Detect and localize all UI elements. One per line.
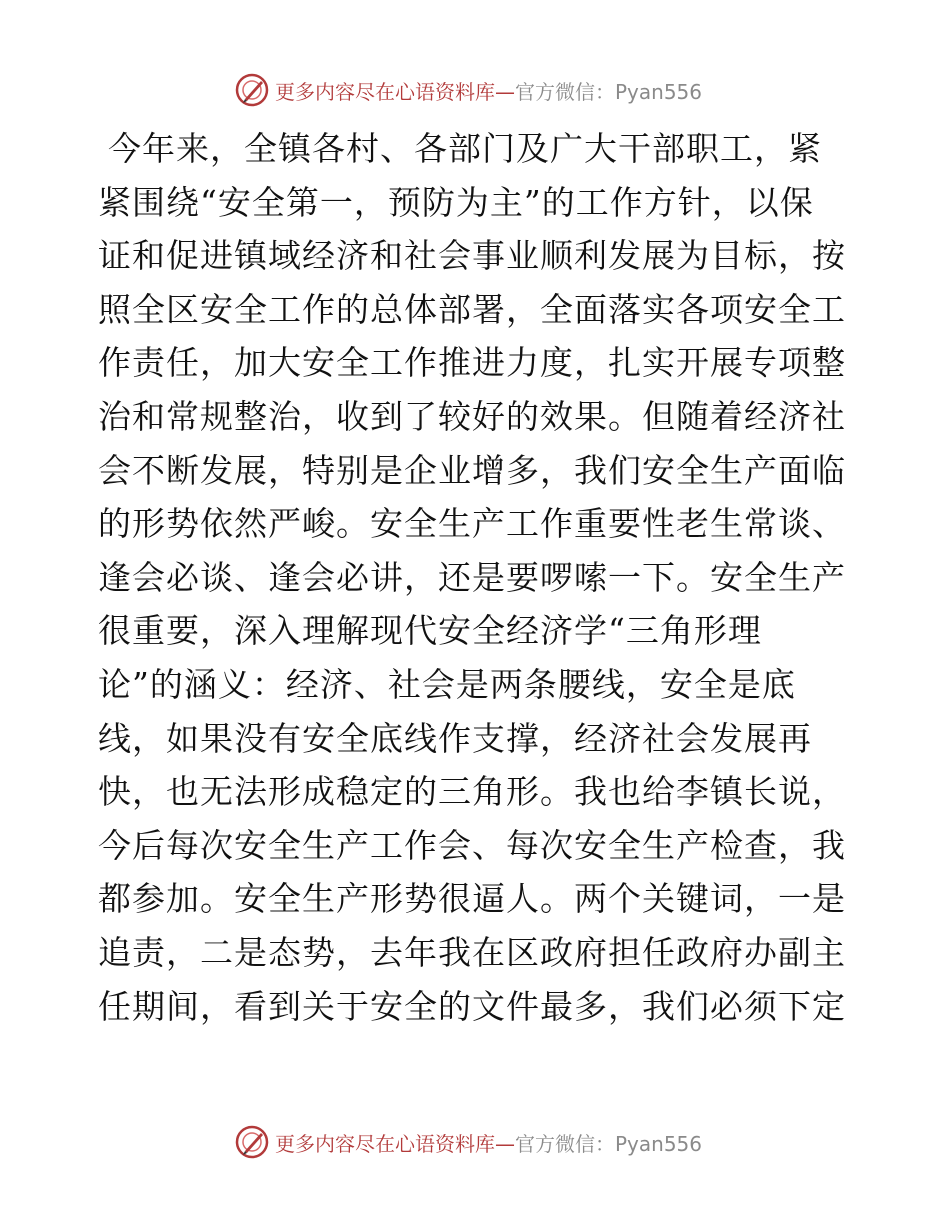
text-line: 作责任，加大安全工作推进力度，扎实开展专项整 bbox=[98, 343, 846, 383]
text-line: 都参加。安全生产形势很逼人。两个关键词，一是 bbox=[98, 879, 846, 919]
text-line: 任期间，看到关于安全的文件最多，我们必须下定 bbox=[98, 986, 846, 1026]
text-line: 追责，二是态势，去年我在区政府担任政府办副主 bbox=[98, 932, 846, 972]
text-line: 证和促进镇域经济和社会事业顺利发展为目标，按 bbox=[98, 236, 846, 276]
pen-logo-icon bbox=[235, 73, 269, 107]
text-line: 逢会必谈、逢会必讲，还是要啰嗦一下。安全生产 bbox=[98, 557, 846, 597]
watermark-text: 更多内容尽在心语资料库—官方微信：Pyan556 bbox=[275, 1131, 703, 1156]
watermark-text: 更多内容尽在心语资料库—官方微信：Pyan556 bbox=[275, 79, 703, 104]
pen-logo-icon bbox=[235, 1125, 269, 1159]
text-line: 紧围绕“安全第一，预防为主”的工作方针，以保 bbox=[98, 182, 814, 222]
text-line: 照全区安全工作的总体部署，全面落实各项安全工 bbox=[98, 289, 846, 329]
text-line: 会不断发展，特别是企业增多，我们安全生产面临 bbox=[98, 450, 846, 490]
text-line: 的形势依然严峻。安全生产工作重要性老生常谈、 bbox=[98, 504, 846, 544]
document-body bbox=[98, 122, 858, 1033]
text-line: 论”的涵义：经济、社会是两条腰线，安全是底 bbox=[98, 664, 796, 704]
text-line: 很重要，深入理解现代安全经济学“三角形理 bbox=[98, 611, 762, 651]
text-line: 治和常规整治，收到了较好的效果。但随着经济社 bbox=[98, 396, 846, 436]
text-line: 线，如果没有安全底线作支撑，经济社会发展再 bbox=[98, 718, 812, 758]
text-line: 快，也无法形成稳定的三角形。我也给李镇长说， bbox=[98, 772, 846, 812]
header-watermark bbox=[235, 72, 702, 108]
text-line: 今年来，全镇各村、各部门及广大干部职工，紧 bbox=[108, 129, 822, 168]
footer-watermark bbox=[235, 1124, 702, 1160]
text-line: 今后每次安全生产工作会、每次安全生产检查，我 bbox=[98, 825, 846, 865]
